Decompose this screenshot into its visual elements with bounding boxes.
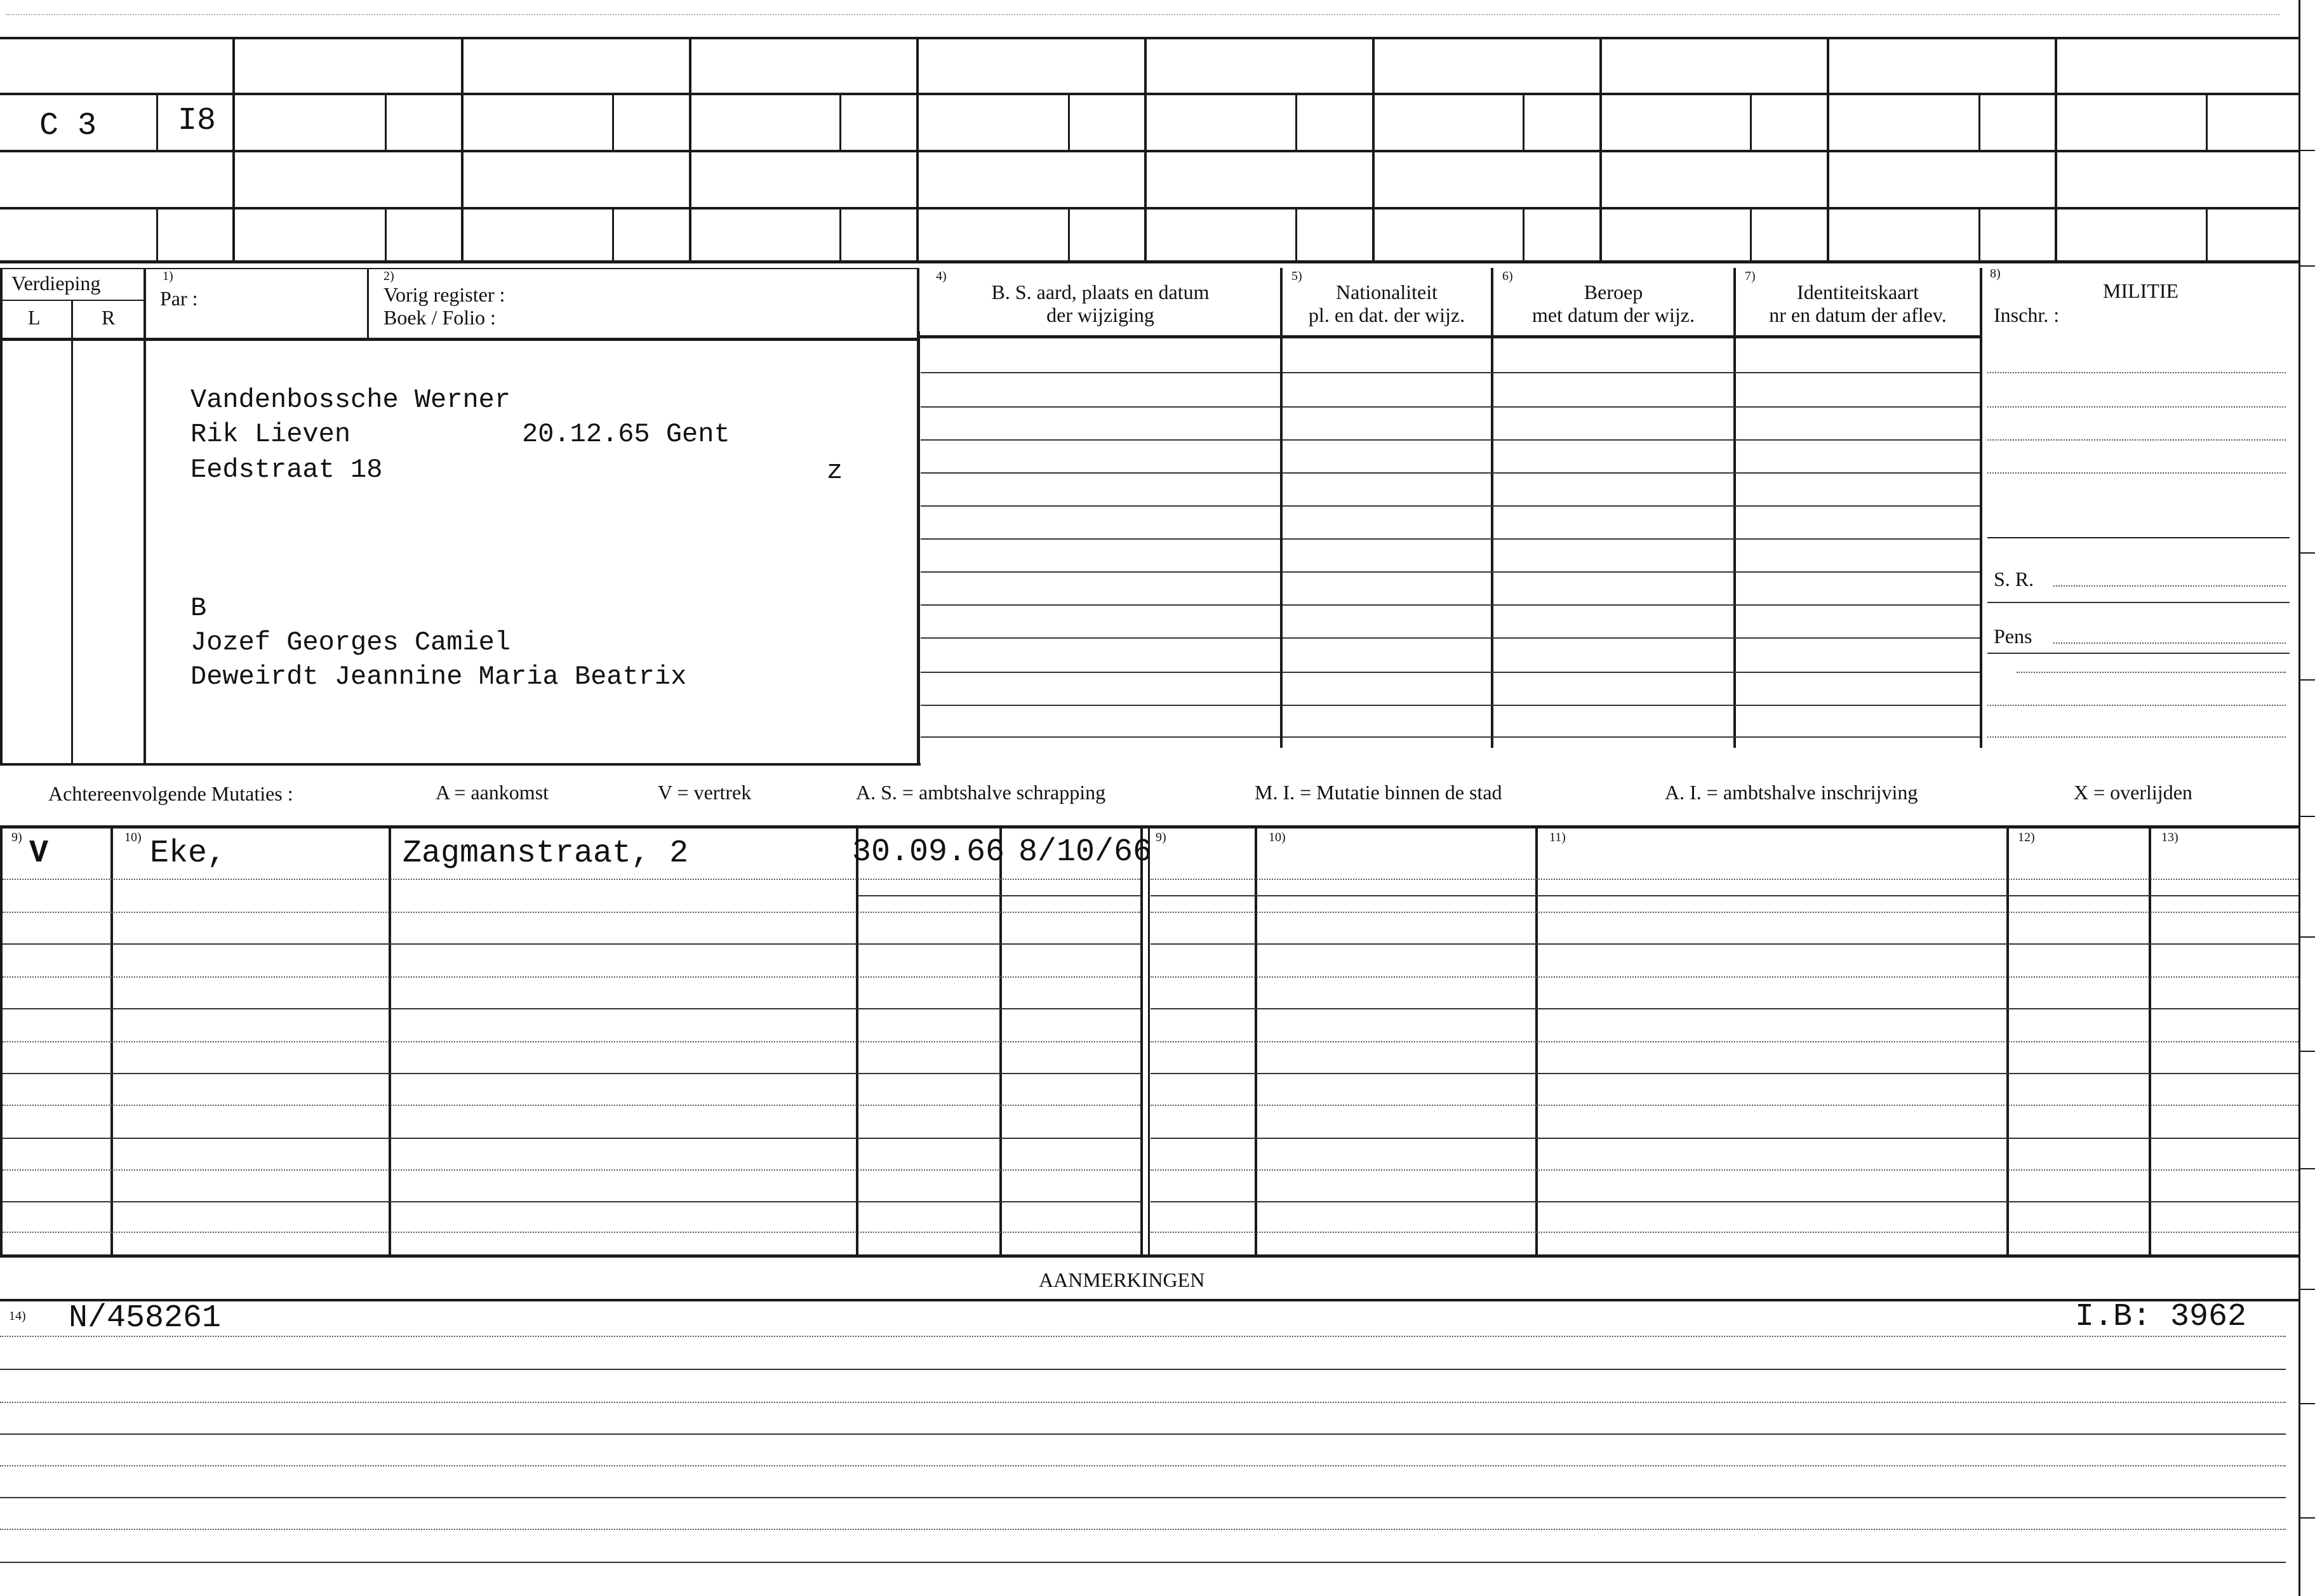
dotted-line	[0, 1402, 2286, 1403]
rule	[1295, 93, 1297, 150]
col-num-11b: 11)	[1549, 830, 1566, 844]
rule	[1148, 825, 1150, 1257]
rule	[918, 331, 920, 764]
rule	[921, 705, 1280, 706]
rule	[1283, 705, 1980, 706]
rule	[1987, 602, 2290, 603]
ber-header-line2: met datum der wijz.	[1532, 303, 1695, 326]
ber-header-line1: Beroep	[1584, 281, 1643, 303]
militie-num: 8)	[1990, 267, 2001, 281]
dotted-line	[2053, 642, 2286, 644]
rule	[1151, 1201, 2298, 1202]
rule	[921, 736, 1280, 738]
dotted-line	[1151, 976, 2298, 978]
person-name: Vandenbossche Werner	[190, 385, 511, 415]
col-l-label: L	[28, 306, 41, 329]
verdieping-label: Verdieping	[11, 272, 101, 295]
person-marker: z	[827, 456, 843, 486]
rule	[1987, 653, 2290, 654]
legend-x: X = overlijden	[2074, 781, 2192, 804]
dotted-line	[3, 1105, 1140, 1106]
tick	[2298, 1517, 2315, 1519]
rule	[0, 93, 2298, 95]
dotted-line	[2017, 672, 2286, 673]
dotted-line	[1987, 736, 2286, 738]
dotted-line	[3, 912, 1140, 913]
rule	[0, 1497, 2286, 1498]
rule	[1151, 1073, 2298, 1074]
rule	[0, 207, 2298, 209]
rule	[3, 1008, 1140, 1009]
vorig-register-label: Vorig register :	[384, 283, 505, 306]
ber-num: 6)	[1502, 269, 1513, 283]
rule	[1151, 943, 2298, 945]
rule	[921, 571, 1280, 573]
dotted-line	[1987, 439, 2286, 441]
rule	[858, 895, 1140, 896]
rule	[1733, 268, 1736, 748]
rule	[1750, 93, 1752, 150]
dotted-line	[1987, 372, 2286, 373]
code-right: I8	[178, 103, 217, 139]
rule	[921, 472, 1280, 474]
rule	[1283, 472, 1980, 474]
rule	[1980, 268, 1982, 748]
rule	[1283, 604, 1980, 606]
rule	[921, 604, 1280, 606]
rule	[916, 37, 919, 263]
legend-title: Achtereenvolgende Mutaties :	[48, 782, 293, 805]
rule	[1295, 207, 1297, 263]
par-num: 1)	[163, 269, 173, 283]
rule	[921, 406, 1280, 408]
rule	[1151, 895, 2298, 896]
tick	[2298, 679, 2315, 681]
rule	[0, 260, 2298, 263]
rule	[1068, 93, 1070, 150]
rule	[1283, 439, 1980, 441]
rule	[0, 37, 2298, 39]
par-label: Par :	[160, 287, 198, 310]
tick	[2298, 150, 2315, 151]
rule	[1283, 505, 1980, 507]
militie-label: MILITIE	[2103, 279, 2179, 302]
remarks-title: AANMERKINGEN	[1039, 1268, 1205, 1291]
rule	[156, 207, 158, 263]
remarks-num: 14)	[9, 1309, 26, 1323]
id-header-line1: Identiteitskaart	[1797, 281, 1919, 303]
legend-as: A. S. = ambtshalve schrapping	[856, 781, 1106, 804]
rule	[3, 1073, 1140, 1074]
col-r-label: R	[102, 306, 116, 329]
tick	[2298, 936, 2315, 938]
col-num-10b: 10)	[1269, 830, 1286, 844]
dotted-line	[3, 879, 1140, 880]
legend-a: A = aankomst	[436, 781, 549, 804]
rule	[921, 505, 1280, 507]
rule	[1151, 1008, 2298, 1009]
mutation-place: Eke,	[150, 835, 227, 872]
code-left: C 3	[39, 108, 97, 144]
dotted-line	[0, 1336, 2286, 1337]
tick	[2298, 1168, 2315, 1169]
rule	[3, 1138, 1140, 1139]
rule	[1491, 268, 1493, 748]
col-num-9: 9)	[11, 830, 22, 844]
rule	[0, 268, 3, 764]
remarks-ib: I.B: 3962	[2075, 1299, 2247, 1335]
dotted-line	[1151, 1105, 2298, 1106]
rule	[2055, 37, 2057, 263]
person-first-names: Rik Lieven	[190, 419, 351, 449]
rule	[367, 268, 369, 339]
dotted-line	[0, 1529, 2286, 1530]
legend-ai: A. I. = ambtshalve inschrijving	[1665, 781, 1918, 804]
tick	[2298, 1403, 2315, 1404]
rule	[156, 95, 158, 150]
nat-header-line1: Nationaliteit	[1336, 281, 1438, 303]
sr-label: S. R.	[1994, 568, 2034, 590]
mutation-date-1: 30.09.66	[852, 834, 1005, 870]
scan-noise	[6, 14, 2279, 15]
legend-mi: M. I. = Mutatie binnen de stad	[1255, 781, 1502, 804]
dotted-line	[1151, 1041, 2298, 1042]
mutation-date-2: 8/10/66	[1018, 834, 1152, 870]
rule	[0, 1433, 2286, 1435]
rule	[1978, 207, 1980, 263]
rule	[1523, 207, 1524, 263]
dotted-line	[0, 1465, 2286, 1466]
tick	[2298, 552, 2315, 554]
dotted-line	[3, 1232, 1140, 1233]
col-num-13b: 13)	[2161, 830, 2178, 844]
dotted-line	[1987, 406, 2286, 408]
rule	[921, 637, 1280, 639]
dotted-line	[1987, 705, 2286, 706]
mutation-type: V	[29, 835, 49, 872]
inschr-label: Inschr. :	[1994, 303, 2060, 326]
rule	[921, 538, 1280, 540]
rule	[0, 763, 921, 766]
rule	[385, 93, 387, 150]
nat-num: 5)	[1291, 269, 1302, 283]
rule	[1283, 406, 1980, 408]
person-address: Eedstraat 18	[190, 455, 383, 485]
rule	[0, 268, 919, 269]
mutation-street: Zagmanstraat, 2	[403, 835, 689, 872]
rule	[1283, 736, 1980, 738]
rule	[1283, 372, 1980, 373]
rule	[1599, 37, 1602, 263]
bs-num: 4)	[936, 269, 947, 283]
col-num-10: 10)	[124, 830, 142, 844]
rule	[689, 37, 691, 263]
rule	[921, 439, 1280, 441]
rule	[2206, 93, 2208, 150]
rule	[2298, 0, 2300, 1596]
rule	[3, 943, 1140, 945]
rule	[1140, 825, 1143, 1257]
dotted-line	[3, 976, 1140, 978]
vorig-num: 2)	[384, 269, 394, 283]
rule	[71, 300, 73, 764]
dotted-line	[1151, 879, 2298, 880]
rule	[839, 93, 841, 150]
col-num-9b: 9)	[1156, 830, 1166, 844]
id-num: 7)	[1745, 269, 1756, 283]
person-mother: Deweirdt Jeannine Maria Beatrix	[190, 662, 687, 692]
rule	[0, 150, 2298, 152]
nat-header-line2: pl. en dat. der wijz.	[1308, 303, 1465, 326]
rule	[3, 1201, 1140, 1202]
bs-header-line1: B. S. aard, plaats en datum	[991, 281, 1210, 303]
rule	[612, 93, 614, 150]
tick	[2298, 1289, 2315, 1290]
rule	[1978, 93, 1980, 150]
rule	[1283, 637, 1980, 639]
dotted-line	[1151, 912, 2298, 913]
rule	[1523, 93, 1524, 150]
person-birth: 20.12.65 Gent	[522, 419, 730, 449]
rule	[1068, 207, 1070, 263]
rule	[612, 207, 614, 263]
remarks-ref: N/458261	[69, 1300, 222, 1336]
rule	[1987, 537, 2290, 538]
rule	[0, 1369, 2286, 1370]
rule	[921, 672, 1280, 673]
rule	[839, 207, 841, 263]
rule	[1280, 268, 1283, 748]
rule	[1750, 207, 1752, 263]
dotted-line	[1151, 1232, 2298, 1233]
tick	[2298, 816, 2315, 817]
rule	[1372, 37, 1375, 263]
boek-folio-label: Boek / Folio :	[384, 306, 496, 329]
bs-header-line2: der wijziging	[1046, 303, 1154, 326]
rule	[1144, 37, 1147, 263]
tick	[2298, 265, 2315, 267]
dotted-line	[1151, 1169, 2298, 1171]
rule	[143, 268, 146, 764]
rule	[461, 37, 464, 263]
rule	[1827, 37, 1829, 263]
rule	[1283, 571, 1980, 573]
id-header-line2: nr en datum der aflev.	[1769, 303, 1947, 326]
rule	[1283, 672, 1980, 673]
rule	[232, 37, 235, 263]
dotted-line	[1987, 472, 2286, 474]
rule	[143, 338, 919, 341]
rule	[2206, 207, 2208, 263]
rule	[917, 335, 1981, 338]
person-letter-b: B	[190, 593, 207, 623]
col-num-12b: 12)	[2018, 830, 2035, 844]
dotted-line	[2053, 585, 2286, 587]
rule	[1151, 1138, 2298, 1139]
rule	[921, 372, 1280, 373]
rule	[385, 207, 387, 263]
dotted-line	[3, 1041, 1140, 1042]
tick	[2298, 1051, 2315, 1052]
rule	[0, 1562, 2286, 1563]
rule	[0, 338, 145, 341]
dotted-line	[3, 1169, 1140, 1171]
rule	[0, 1299, 2298, 1301]
pens-label: Pens	[1994, 625, 2032, 648]
legend-v: V = vertrek	[658, 781, 752, 804]
person-father: Jozef Georges Camiel	[190, 627, 511, 658]
rule	[1283, 538, 1980, 540]
